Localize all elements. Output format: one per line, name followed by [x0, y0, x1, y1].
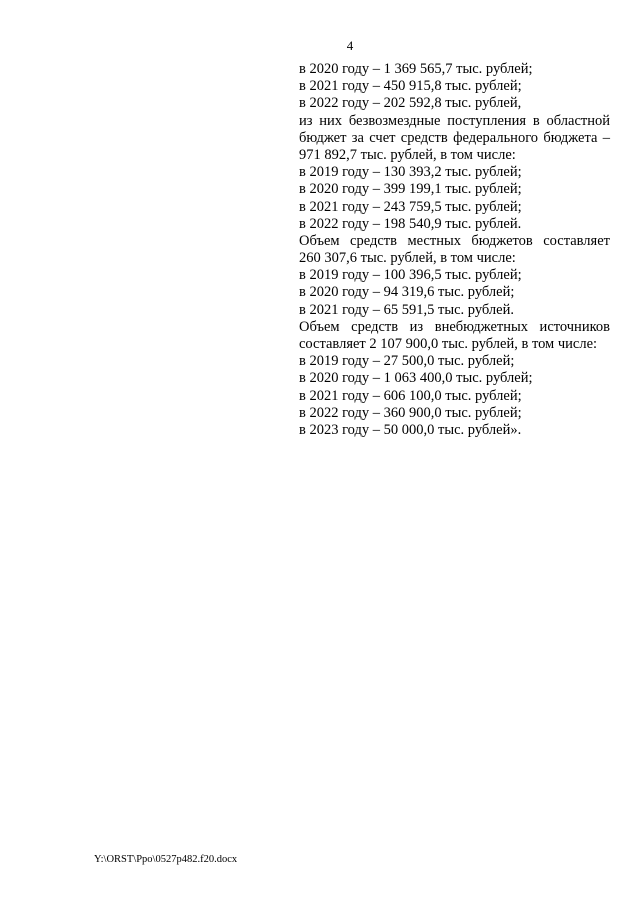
text-line: в 2021 году – 243 759,5 тыс. рублей;	[299, 198, 522, 215]
document-text-column	[299, 61, 610, 439]
text-line: в 2021 году – 65 591,5 тыс. рублей.	[299, 301, 514, 318]
text-line: в 2019 году – 100 396,5 тыс. рублей;	[299, 267, 522, 284]
page-number: 4	[346, 38, 354, 53]
text-line: в 2020 году – 1 063 400,0 тыс. рублей;	[299, 370, 533, 387]
text-line: в 2020 году – 1 369 565,7 тыс. рублей;	[299, 61, 533, 77]
text-line: в 2022 году – 198 540,9 тыс. рублей.	[299, 215, 522, 232]
text-line: бюджет за счет средств федерального бюджета –	[299, 129, 610, 146]
text-line: в 2022 году – 202 592,8 тыс. рублей,	[299, 95, 522, 112]
text-line: Объем средств из внебюджетных источников	[299, 318, 610, 335]
text-line: в 2020 году – 94 319,6 тыс. рублей;	[299, 284, 515, 301]
text-line: в 2021 году – 450 915,8 тыс. рублей;	[299, 78, 522, 95]
text-line: в 2021 году – 606 100,0 тыс. рублей;	[299, 387, 522, 404]
text-line: составляет 2 107 900,0 тыс. рублей, в том числе:	[299, 336, 598, 352]
text-line: из них безвозмездные поступления в областной	[299, 112, 610, 129]
text-line: в 2019 году – 130 393,2 тыс. рублей;	[299, 164, 522, 181]
text-line: в 2019 году – 27 500,0 тыс. рублей;	[299, 353, 515, 370]
text-line: в 2020 году – 399 199,1 тыс. рублей;	[299, 181, 522, 198]
text-line: в 2022 году – 360 900,0 тыс. рублей;	[299, 404, 522, 421]
text-line: 260 307,6 тыс. рублей, в том числе:	[299, 250, 516, 267]
text-line: 971 892,7 тыс. рублей, в том числе:	[299, 146, 516, 163]
text-line: в 2023 году – 50 000,0 тыс. рублей».	[299, 421, 522, 438]
text-line: Объем средств местных бюджетов составляет	[299, 232, 610, 249]
footer-file-path: Y:\ORST\Ppo\0527p482.f20.docx	[94, 854, 238, 865]
